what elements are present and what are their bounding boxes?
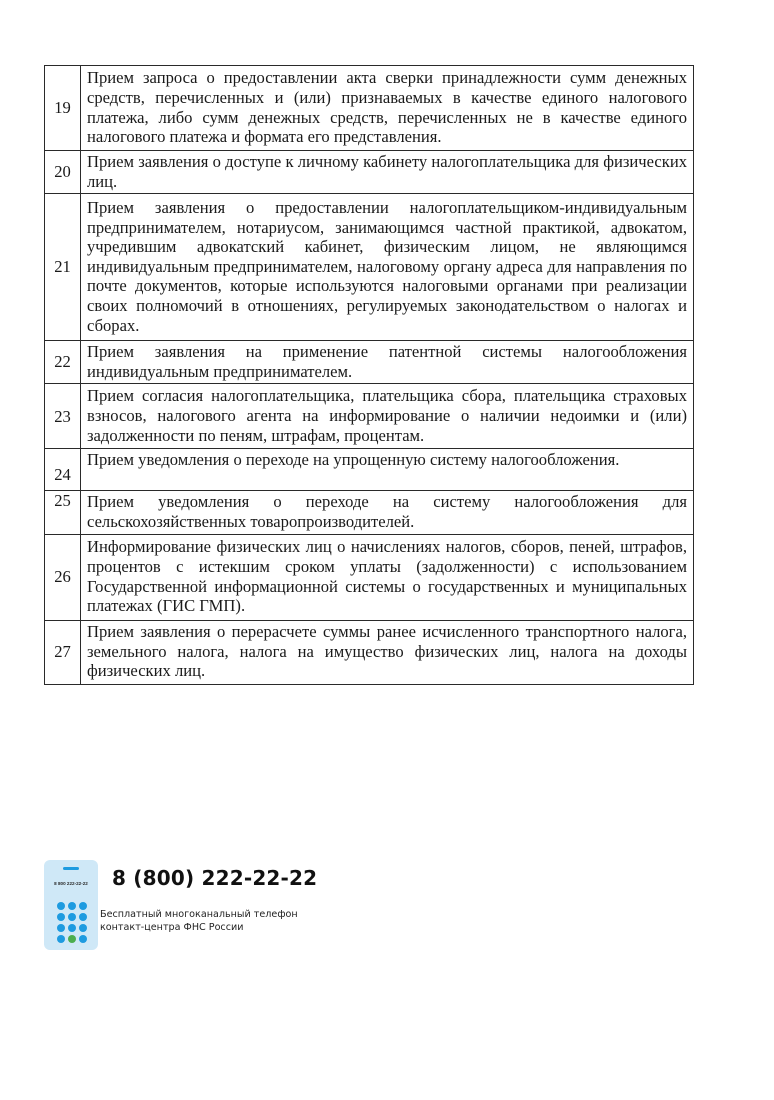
row-service-text: Прием уведомления о переходе на упрощенную систему налогообложения. — [81, 449, 694, 491]
table-row — [45, 620, 694, 684]
hotline-phone-number: 8 (800) 222-22-22 — [112, 866, 318, 890]
row-number: 26 — [45, 534, 81, 620]
row-number: 21 — [45, 194, 81, 341]
row-service-text: Прием заявления о перерасчете суммы ранее исчисленного транспортного налога, земельного налога, налога на имущество физических лиц, налога на доходы физических лиц. — [81, 620, 694, 684]
services-table — [44, 65, 694, 685]
hotline-caption-line: контакт-центра ФНС России — [100, 922, 244, 934]
table-row — [45, 194, 694, 341]
key-dot-icon — [57, 935, 65, 943]
key-dot-icon — [68, 924, 76, 932]
contact-center-block — [44, 860, 344, 955]
key-dot-icon — [79, 924, 87, 932]
phone-keypad-icon — [44, 860, 98, 950]
phone-speaker-icon — [63, 867, 79, 870]
hotline-caption — [100, 908, 298, 935]
key-dot-icon — [68, 902, 76, 910]
row-service-text: Прием согласия налогоплательщика, плательщика сбора, плательщика страховых взносов, налогового агента на информирование о наличии недоимки и (или) задолженности по пеням, штрафам, процентам. — [81, 384, 694, 449]
key-dot-icon — [57, 902, 65, 910]
row-number: 23 — [45, 384, 81, 449]
row-number: 27 — [45, 620, 81, 684]
row-service-text: Информирование физических лиц о начислениях налогов, сборов, пеней, штрафов, процентов с истекшим сроком уплаты (задолженности) с использованием Государственной информационной системы о государственных и муниципальных платежах (ГИС ГМП). — [81, 534, 694, 620]
row-number: 19 — [45, 66, 81, 151]
key-dot-icon — [79, 902, 87, 910]
row-number: 22 — [45, 341, 81, 384]
phone-icon-number: 8 800 222-22-22 — [54, 881, 88, 886]
row-number: 24 — [45, 449, 81, 491]
key-dot-icon — [57, 913, 65, 921]
table-row — [45, 341, 694, 384]
row-service-text: Прием уведомления о переходе на систему налогообложения для сельскохозяйственных товаропроизводителей. — [81, 491, 694, 534]
table-row — [45, 66, 694, 151]
table-row — [45, 151, 694, 194]
key-dot-icon — [68, 913, 76, 921]
row-service-text: Прием заявления о доступе к личному кабинету налогоплательщика для физических лиц. — [81, 151, 694, 194]
table-row — [45, 534, 694, 620]
table-row — [45, 449, 694, 491]
key-dot-icon — [57, 924, 65, 932]
row-number: 25 — [45, 491, 81, 534]
row-service-text: Прием запроса о предоставлении акта сверки принадлежности сумм денежных средств, перечисленных и (или) признаваемых в качестве единого налогового платежа, либо сумм денежных средств, перечисленных не в качестве единого налогового платежа и формата его представления. — [81, 66, 694, 151]
row-service-text: Прием заявления на применение патентной системы налогообложения индивидуальным предпринимателем. — [81, 341, 694, 384]
table-row — [45, 491, 694, 534]
key-dot-icon — [79, 913, 87, 921]
hotline-caption-line: Бесплатный многоканальный телефон — [100, 909, 298, 920]
key-dot-active-icon — [68, 935, 76, 943]
key-dot-icon — [79, 935, 87, 943]
row-service-text: Прием заявления о предоставлении налогоплательщиком-индивидуальным предпринимателем, нотариусом, занимающимся частной практикой, адвокатом, учредившим адвокатский кабинет, физическим лицом, не являющимся индивидуальным предпринимателем, налоговому органу адреса для направления по почте документов, которые используются налоговыми органами при реализации своих полномочий в отношениях, регулируемых законодательством о налогах и сборах. — [81, 194, 694, 341]
keypad-icon — [57, 902, 87, 943]
row-number: 20 — [45, 151, 81, 194]
table-row — [45, 384, 694, 449]
